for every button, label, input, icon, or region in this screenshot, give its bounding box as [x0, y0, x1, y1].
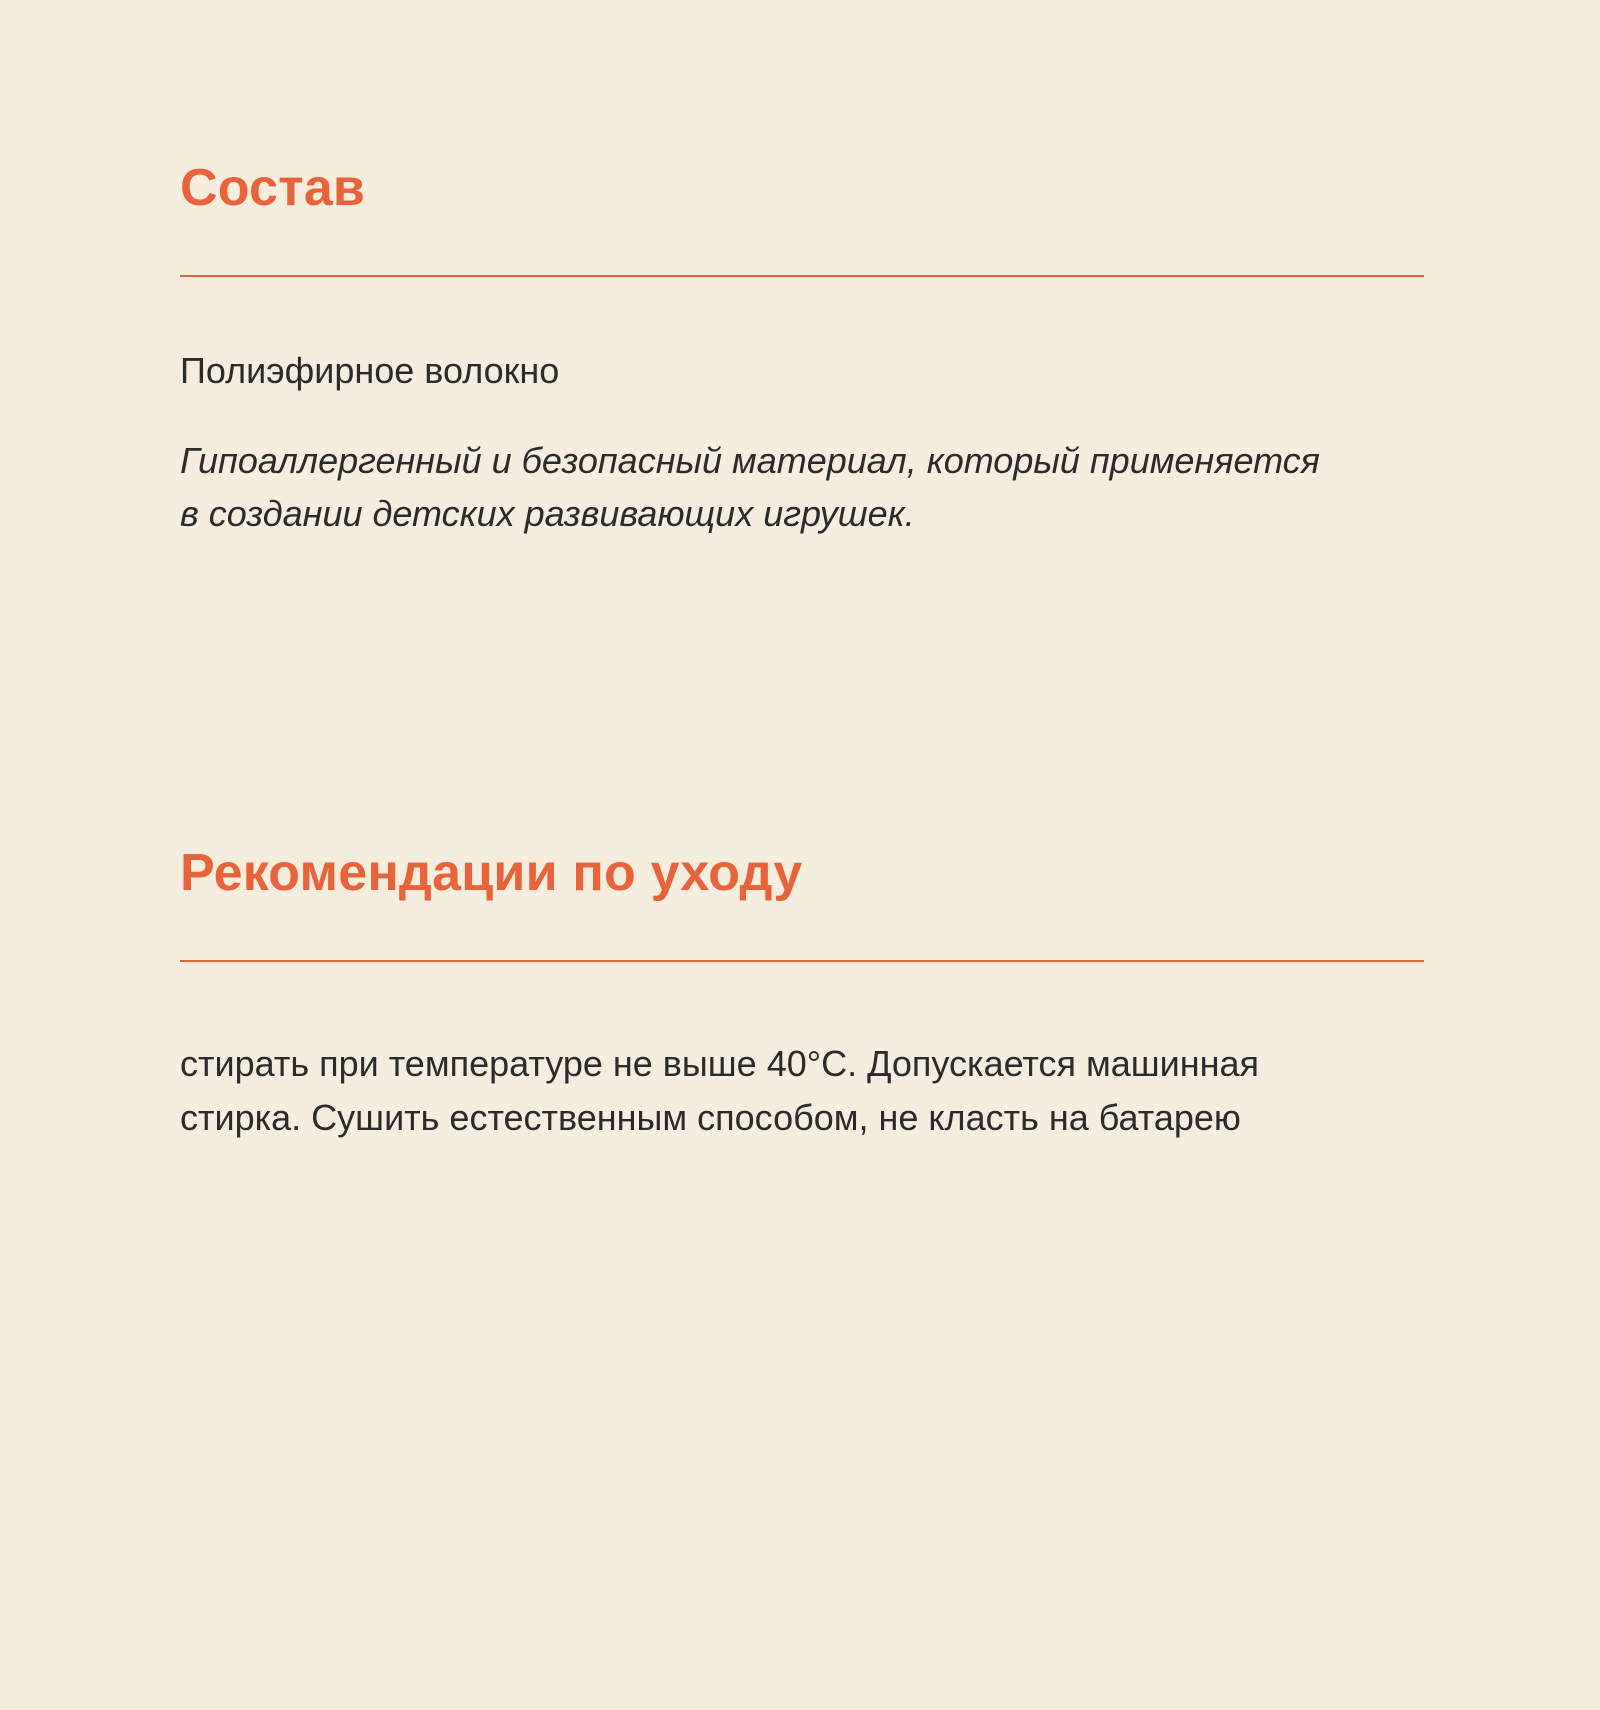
- care-divider: [180, 960, 1424, 962]
- care-section: [180, 845, 1424, 1145]
- care-instructions-text: стирать при температуре не выше 40°C. Допускается машинная стирка. Сушить естественным способом, не класть на батарею: [180, 1043, 1260, 1139]
- composition-section: [180, 160, 1424, 540]
- composition-divider: [180, 275, 1424, 277]
- composition-title: Состав: [180, 159, 366, 217]
- care-title: Рекомендации по уходу: [180, 844, 803, 902]
- composition-note-text: Гипоаллергенный и безопасный материал, который применяется в создании детских развивающих игрушек.: [180, 440, 1320, 534]
- composition-material-text: Полиэфирное волокно: [180, 350, 560, 392]
